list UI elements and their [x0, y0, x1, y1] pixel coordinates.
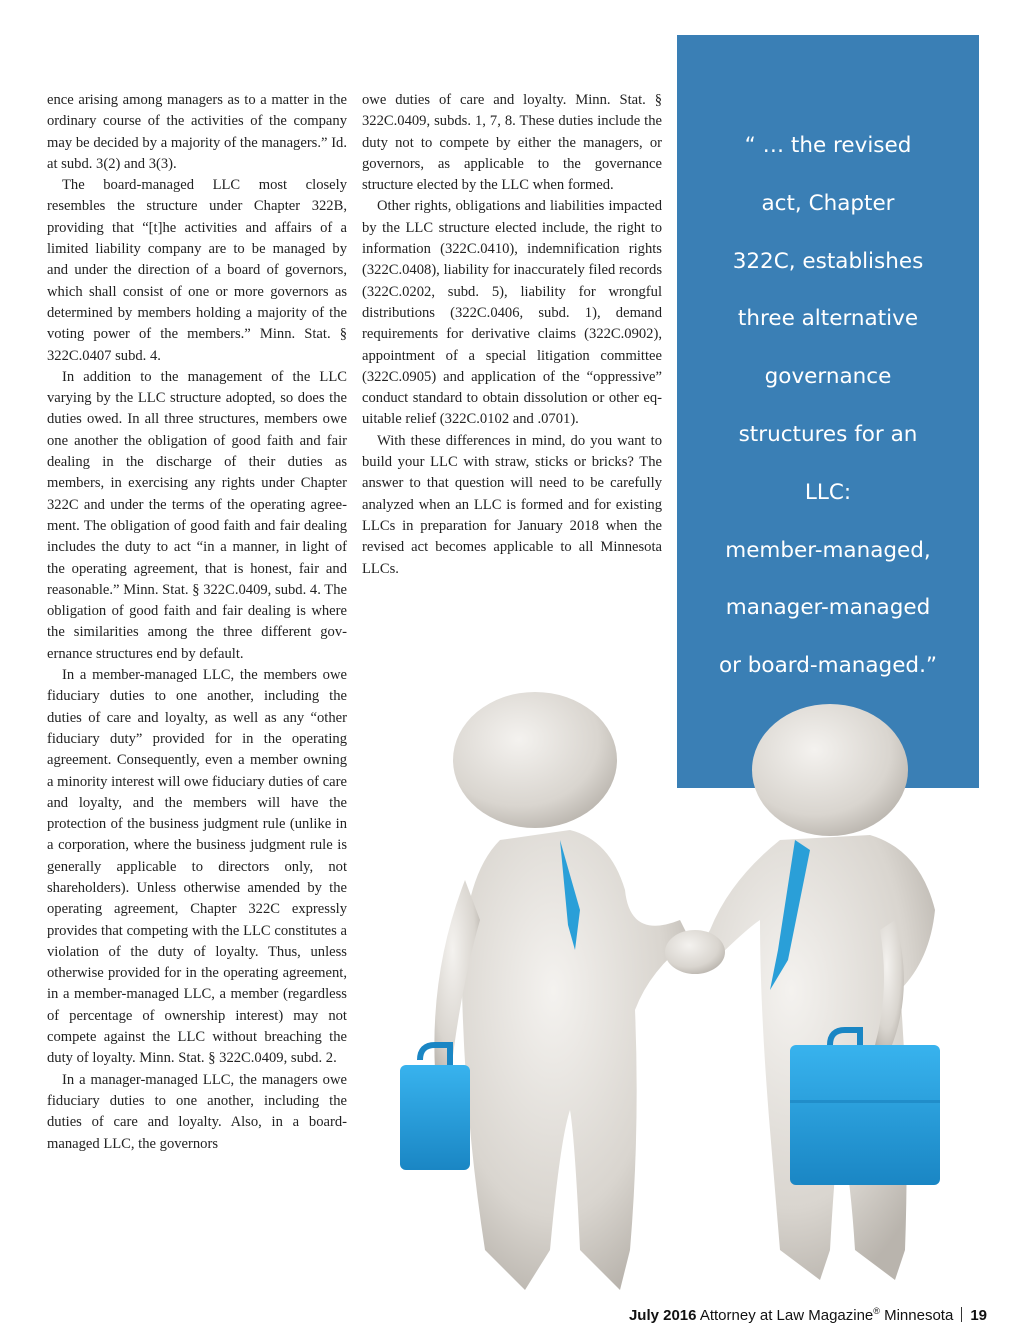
article-paragraph: With these differences in mind, do you want to build your LLC with straw, sticks or bricks? The answer to that question will need to be carefully analyzed when an LLC is formed and for existing LLCs in preparation for January 2018 when the revised act becomes applicable to all Minnesota LLCs. [362, 432, 662, 577]
page-number: 19 [970, 1307, 987, 1324]
article-paragraph: In a manager-managed LLC, the managers owe fiduciary duties to one another, including the duties of care and loyalty. Also, in a board-managed LLC, the governors [47, 1071, 347, 1152]
pull-quote-text: “ … the revised act, Chapter 322C, establishes three alternative governance structures for an LLC: member-managed, manager-managed or board-managed.” [718, 133, 938, 679]
article-paragraph: Other rights, obligations and liabilities impacted by the LLC structure elected include, the right to information (322C.0410), indemnification rights (322C.0408), liability for inaccurately filed records (322C.0202, subd. 5), liability for wrongful distributions (322C.0406, subd. 1), demand requirements for derivative claims (322C.0902), appointment of a special litigation committee (322C.0905) and application of the “oppressive” conduct standard to obtain dissolution or other equitable relief (322C.0102 and .0701). [362, 198, 662, 428]
pull-quote-box [677, 35, 979, 788]
article-paragraph: In addition to the management of the LLC varying by the LLC structure adopted, so does the duties owed. In all three structures, members owe one another the obligation of good faith and fair dealing in the discharge of their duties as members, in exercising any rights under Chapter 322C and under the terms of the operating agreement. The obligation of good faith and fair dealing includes the duty to act “in a manner, in light of the operating agreement, that is honest, fair and reasonable.” Minn. Stat. § 322C.0409, subd. 4. The obligation of good faith and fair dealing is where the similarities among the three different governance structures end by default. [47, 368, 347, 662]
handshake-figures-icon [390, 690, 980, 1290]
briefcase-right-icon [790, 1030, 940, 1185]
left-figure [434, 692, 690, 1290]
footer-magazine: Attorney at Law Magazine [699, 1307, 874, 1324]
article-paragraph: owe duties of care and loyalty. Minn. Stat. § 322C.0409, subds. 1, 7, 8. These duties include the duty not to compete by either the managers, or governors, as applicable to the governance structure elected by the LLC when formed. [362, 92, 662, 194]
footer-region: Minnesota [884, 1307, 954, 1324]
page-footer [629, 1306, 987, 1324]
article-paragraph: ence arising among managers as to a matter in the ordinary course of the activities of the company may be decided by a majority of the managers.” Id. at subd. 3(2) and 3(3). [47, 92, 347, 172]
footer-divider [961, 1307, 962, 1322]
footer-date: July 2016 [628, 1307, 697, 1324]
registered-mark: ® [873, 1306, 880, 1316]
article-paragraph: In a member-managed LLC, the members owe fiduciary duties to one another, including the duties of care and loyalty, as well as any “other fiduciary duty” provided for in the operating agreement. Consequently, even a member owning a minority interest will owe fiduciary duties of care and loyalty, and the members will have the protection of the business judgment rule (unlike in a corporation, where the business judgment rule is generally applicable to directors only, not shareholders). Unless otherwise amended by the operating agreement, Chapter 322C expressly provides that competing with the LLC constitutes a violation of the duty of loyalty. Thus, unless otherwise provided for in the operating agreement, in a member-managed LLC, a member (regardless of percentage of ownership interest) may not compete against the LLC without breaching the duty of loyalty. Minn. Stat. § 322C.0409, subd. 2. [47, 667, 347, 1067]
article-column-middle [362, 90, 662, 580]
article-column-left [47, 90, 347, 1155]
right-figure [695, 704, 935, 1280]
article-paragraph: The board-managed LLC most closely resembles the structure under Chapter 322B, providing that “[t]he activities and affairs of a limited liability company are to be managed by and under the direction of a board of governors, which shall consist of one or more governors as determined by members holding a majority of the voting power of the members.” Minn. Stat. § 322C.0407 subd. 4. [47, 177, 347, 364]
